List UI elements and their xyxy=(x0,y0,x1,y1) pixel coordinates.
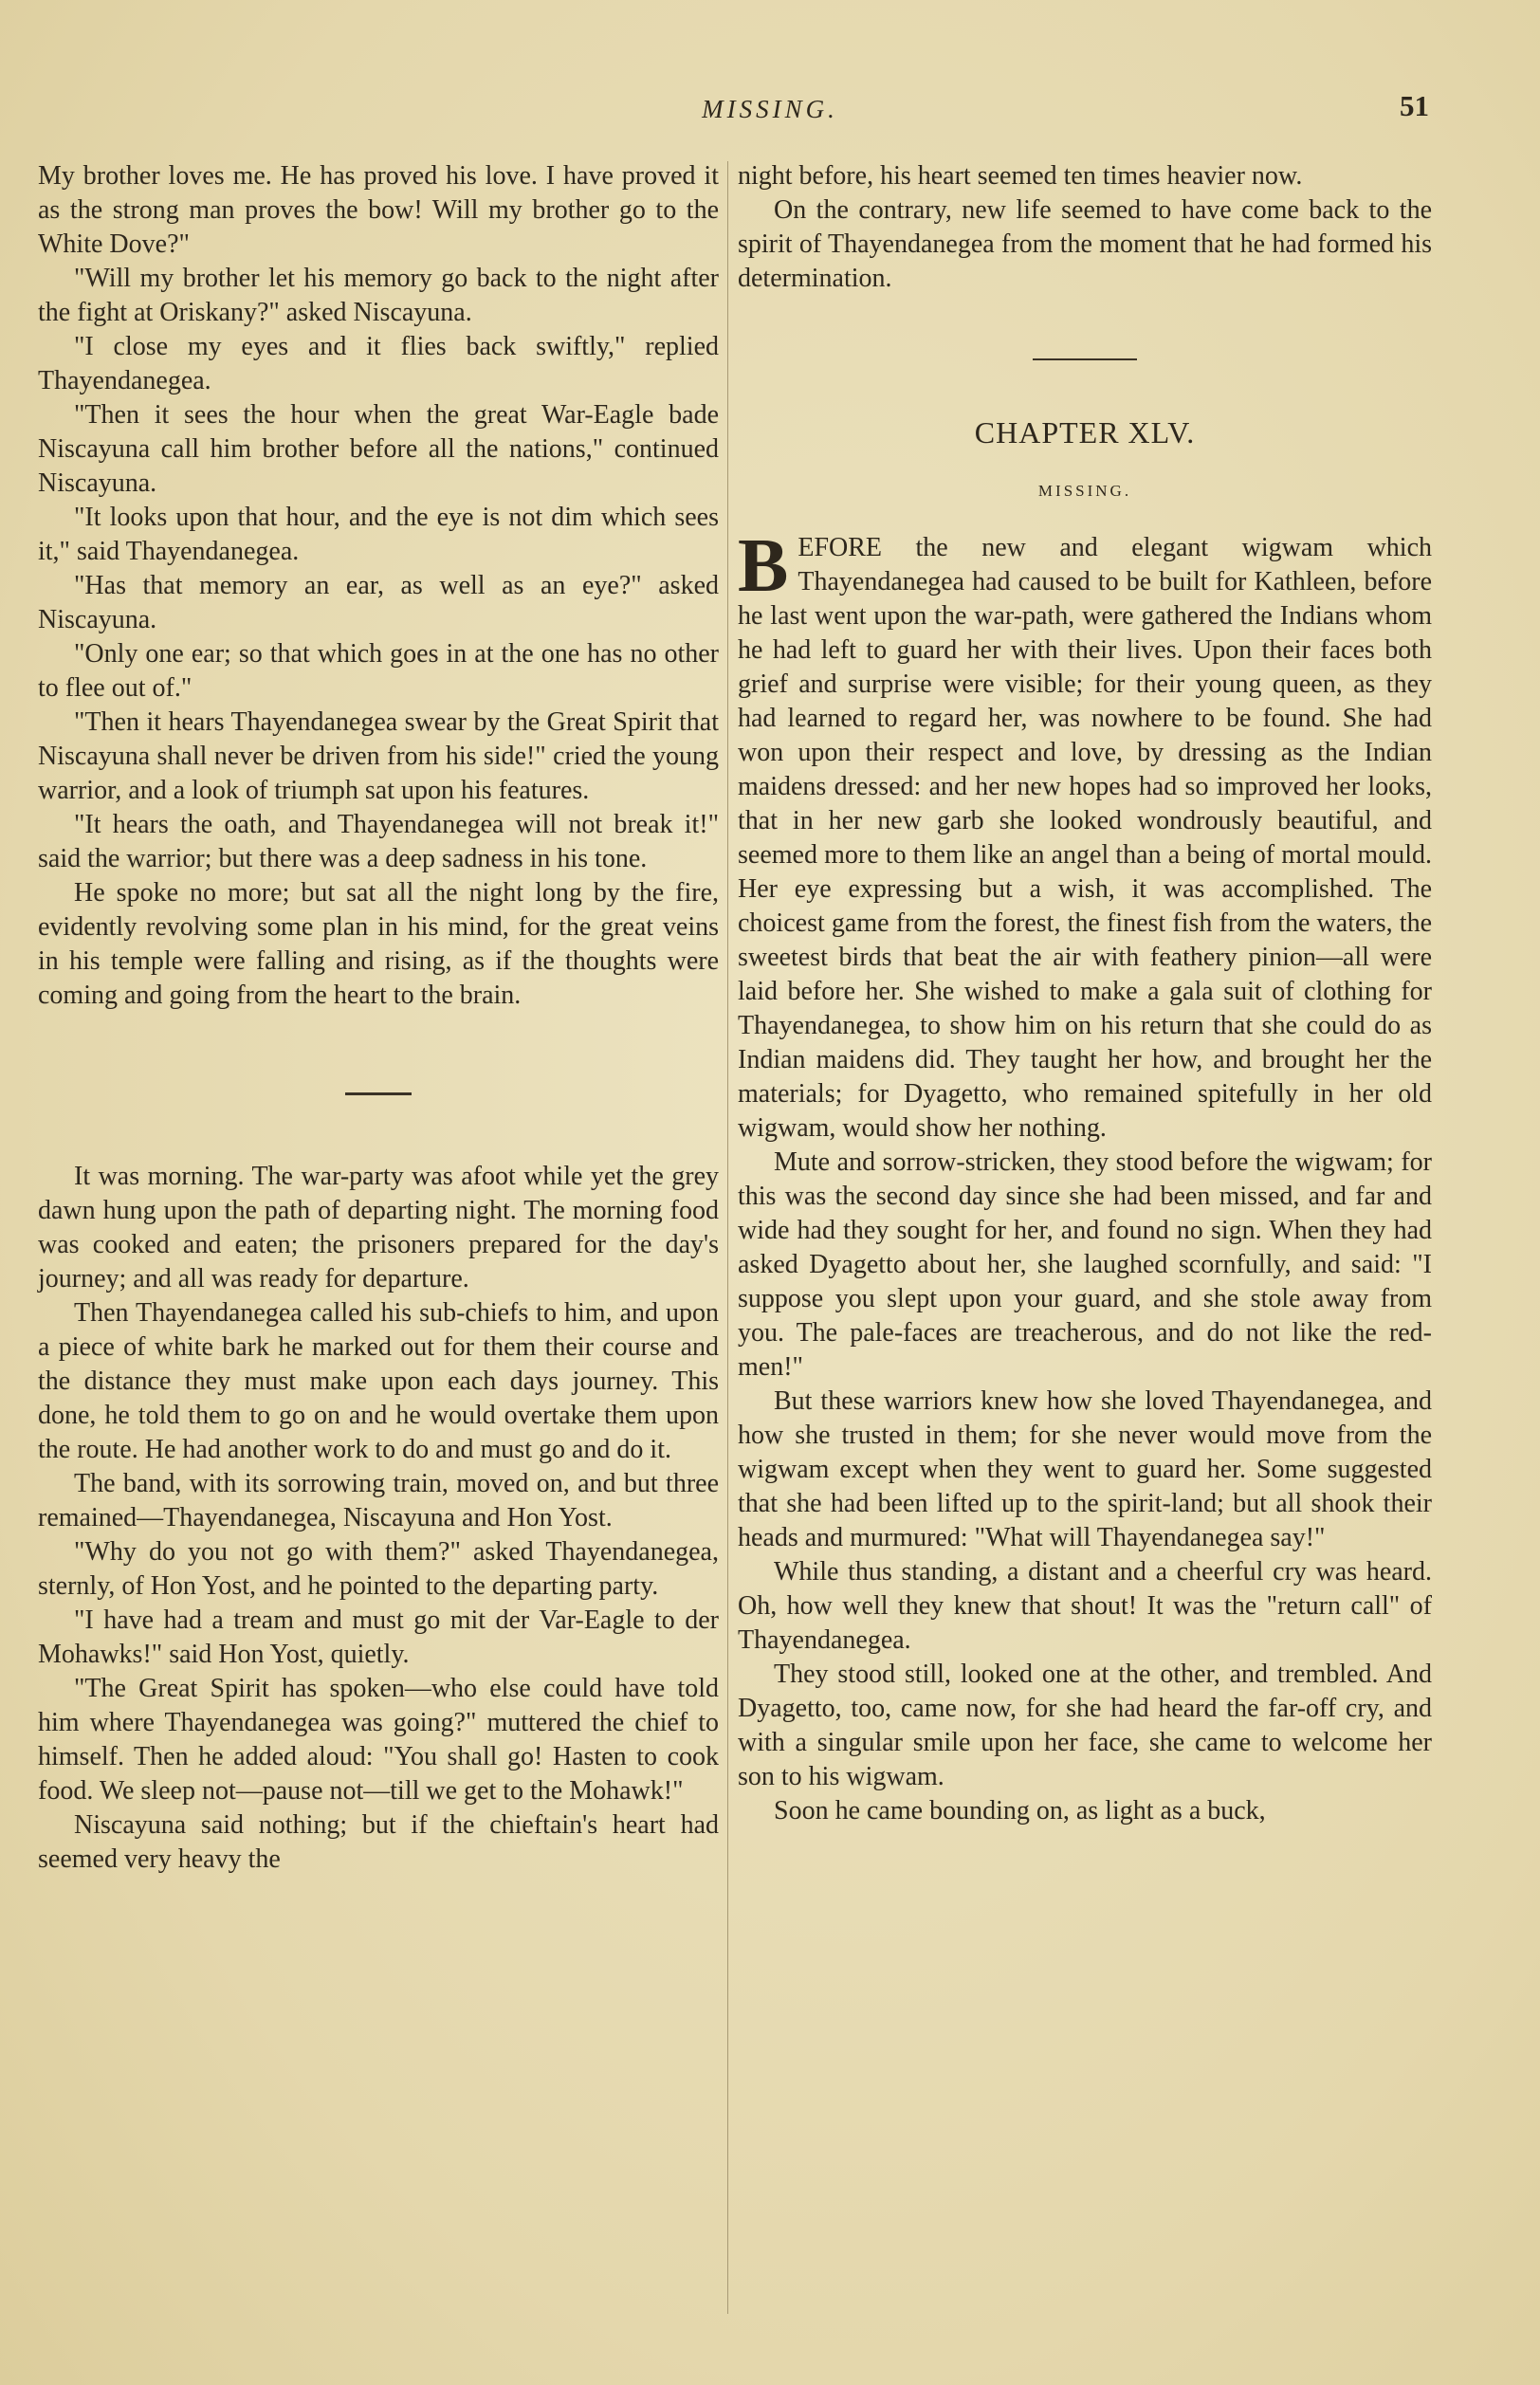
page-number: 51 xyxy=(1400,89,1429,122)
paragraph: "Has that memory an ear, as well as an eye?" asked Niscayuna. xyxy=(38,571,719,634)
paragraph: On the contrary, new life seemed to have come back to the spirit of Thayendanegea from the moment that he had formed his determination. xyxy=(738,195,1432,293)
paragraph: "Then it hears Thayendanegea swear by the Great Spirit that Niscayuna shall never be driven from his side!" cried the young warrior, and a look of triumph sat upon his features. xyxy=(38,707,719,805)
paragraph: "Why do you not go with them?" asked Thayendanegea, sternly, of Hon Yost, and he pointed to the departing party. xyxy=(38,1537,719,1601)
paragraph: He spoke no more; but sat all the night long by the fire, evidently revolving some plan in his mind, for the great veins in his temple were falling and rising, as if the thoughts were coming and going from the heart to the brain. xyxy=(38,878,719,1010)
column-divider xyxy=(727,161,728,2314)
paragraph: "Only one ear; so that which goes in at the one has no other to flee out of." xyxy=(38,639,719,703)
paragraph: "I have had a tream and must go mit der Var-Eagle to der Mohawks!" said Hon Yost, quietly. xyxy=(38,1605,719,1669)
opening-text: EFORE the new and elegant wigwam which Thayendanegea had caused to be built for Kathleen, before he last went upon the war-path, were gathered the Indians whom he had left to guard her with their lives. Upon their faces both grief and surprise were visible; for their young queen, as they had learned to regard her, was nowhere to be found. She had won upon their respect and love, by dressing as the Indian maidens dressed: and her new hopes had so improved her looks, that in her new garb she looked wondrously beautiful, and seemed more to them like an angel than a being of mortal mould. Her eye expressing but a wish, it was accomplished. The choicest game from the forest, the finest fish from the waters, the sweetest birds that beat the air with feathery pinion—all were laid before her. She wished to make a gala suit of clothing for Thayendanegea, to show him on his return that she could do as Indian maidens did. They taught her how, and brought her the materials; for Dyagetto, who remained spitefully in her old wigwam, would show her nothing. xyxy=(738,533,1432,1143)
paragraph: night before, his heart seemed ten times heavier now. xyxy=(738,161,1303,191)
paragraph: "Then it sees the hour when the great War-Eagle bade Niscayuna call him brother before all the nations," continued Niscayuna. xyxy=(38,400,719,498)
chapter-subtitle: MISSING. xyxy=(1037,482,1132,500)
paragraph: "It looks upon that hour, and the eye is not dim which sees it," said Thayendanegea. xyxy=(38,503,719,566)
right-column xyxy=(738,159,1432,1828)
paragraph: Niscayuna said nothing; but if the chieftain's heart had seemed very heavy the xyxy=(38,1810,719,1874)
paragraph: "The Great Spirit has spoken—who else could have told him where Thayendanegea was going?" muttered the chief to himself. Then he added aloud: "You shall go! Hasten to cook food. We sleep not—pause not—till we get to the Mohawk!" xyxy=(38,1674,719,1806)
section-separator xyxy=(345,1092,412,1095)
paragraph: They stood still, looked one at the other, and trembled. And Dyagetto, too, came now, for she had heard the far-off cry, and with a singular smile upon her face, she came to welcome her son to his wigwam. xyxy=(738,1660,1432,1791)
paragraph: "It hears the oath, and Thayendanegea will not break it!" said the warrior; but there was a deep sadness in his tone. xyxy=(38,810,719,873)
paragraph: "I close my eyes and it flies back swiftly," replied Thayendanegea. xyxy=(38,332,719,395)
paragraph: Then Thayendanegea called his sub-chiefs to him, and upon a piece of white bark he marked out for them their course and the distance they must make upon each days journey. This done, he told them to go on and he would overtake them upon the route. He had another work to do and must go and do it. xyxy=(38,1298,719,1464)
running-title: MISSING. xyxy=(702,95,838,123)
paragraph: My brother loves me. He has proved his love. I have proved it as the strong man proves the bow! Will my brother go to the White Dove?" xyxy=(38,161,719,259)
paragraph: The band, with its sorrowing train, moved on, and but three remained—Thayendanegea, Niscayuna and Hon Yost. xyxy=(38,1469,719,1532)
paragraph: Mute and sorrow-stricken, they stood before the wigwam; for this was the second day since she had been missed, and far and wide had they sought for her, and found no sign. When they had asked Dyagetto about her, she laughed scornfully, and said: "I suppose you slept upon your guard, and she stole away from you. The pale-faces are treacherous, and do not like the red-men!" xyxy=(738,1147,1432,1382)
paragraph: While thus standing, a distant and a cheerful cry was heard. Oh, how well they knew that shout! It was the "return call" of Thayendanegea. xyxy=(738,1557,1432,1655)
paragraph: It was morning. The war-party was afoot while yet the grey dawn hung upon the path of departing night. The morning food was cooked and eaten; the prisoners prepared for the day's journey; and all was ready for departure. xyxy=(38,1162,719,1293)
chapter-opening-paragraph xyxy=(738,524,1432,1146)
chapter-title: CHAPTER XLV. xyxy=(974,415,1196,449)
paragraph: Soon he came bounding on, as light as a buck, xyxy=(774,1796,1266,1825)
paragraph: "Will my brother let his memory go back to the night after the fight at Oriskany?" asked Niscayuna. xyxy=(38,264,719,327)
paragraph: But these warriors knew how she loved Thayendanegea, and how she trusted in them; for she never would move from the wigwam except when they went to guard her. Some suggested that she had been lifted up to the spirit-land; but all shook their heads and murmured: "What will Thayendanegea say!" xyxy=(738,1386,1432,1552)
left-column xyxy=(38,159,719,2302)
section-separator xyxy=(1033,358,1137,360)
drop-cap-letter: B xyxy=(738,524,789,608)
